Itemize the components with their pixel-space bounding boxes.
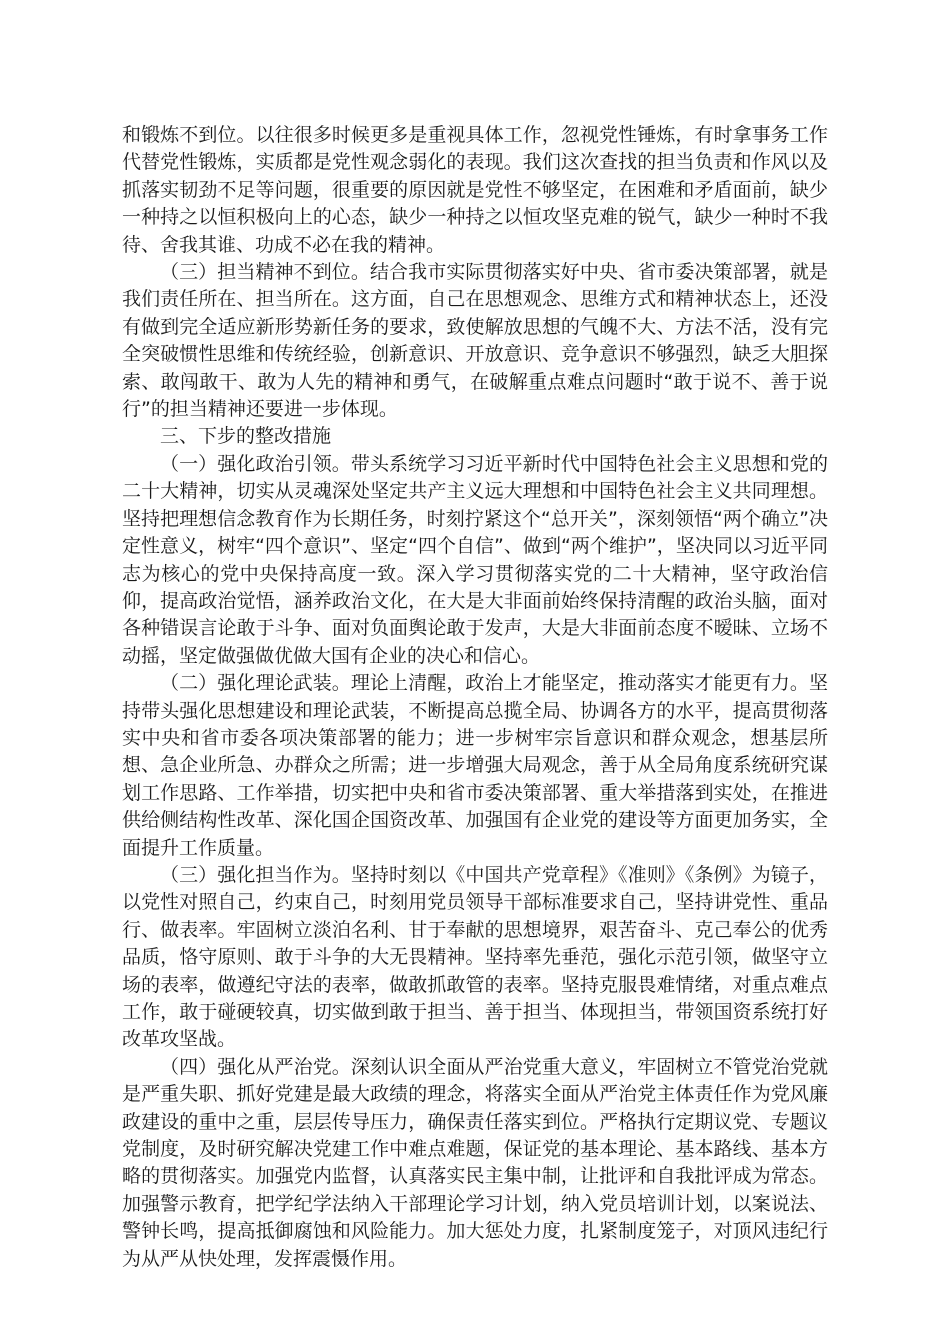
paragraph-continuation: 和锻炼不到位。以往很多时候更多是重视具体工作，忽视党性锤炼，有时拿事务工作代替党性锻炼，实质都是党性观念弱化的表现。我们这次查找的担当负责和作风以及抓落实韧劲不足等问题，很重要的原因就是党性不够坚定，在困难和矛盾面前，缺少一种持之以恒积极向上的心态，缺少一种持之以恒攻坚克难的锐气，缺少一种时不我待、舍我其谁、功成不必在我的精神。	[122, 124, 828, 256]
paragraph-political-guidance: （一）强化政治引领。带头系统学习习近平新时代中国特色社会主义思想和党的二十大精神，切实从灵魂深处坚定共产主义远大理想和中国特色社会主义共同理想。坚持把理想信念教育作为长期任务，时刻拧紧这个“总开关”，深刻领悟“两个确立”决定性意义，树牢“四个意识”、坚定“四个自信”、做到“两个维护”，坚决同以习近平同志为核心的党中央保持高度一致。深入学习贯彻落实党的二十大精神，坚守政治信仰，提高政治觉悟，涵养政治文化，在大是大非面前始终保持清醒的政治头脑，面对各种错误言论敢于斗争、面对负面舆论敢于发声，大是大非面前态度不暧昧、立场不动摇，坚定做强做优做大国有企业的决心和信心。	[122, 452, 828, 667]
section-heading-rectification-measures: 三、下步的整改措施	[160, 425, 332, 448]
document-body	[122, 122, 828, 1273]
paragraph-theoretical-arming: （二）强化理论武装。理论上清醒，政治上才能坚定，推动落实才能更有力。坚持带头强化思想建设和理论武装，不断提高总揽全局、协调各方的水平，提高贯彻落实中央和省市委各项决策部署的能力；进一步树牢宗旨意识和群众观念，想基层所想、急企业所急、办群众之所需；进一步增强大局观念，善于从全局角度系统研究谋划工作思路、工作举措，切实把中央和省市委决策部署、重大举措落到实处，在推进供给侧结构性改革、深化国企国资改革、加强国有企业党的建设等方面更加务实，全面提升工作质量。	[122, 672, 828, 859]
paragraph-responsibility-action: （三）强化担当作为。坚持时刻以《中国共产党章程》《准则》《条例》为镜子，以党性对照自己，约束自己，时刻用党员领导干部标准要求自己，坚持讲党性、重品行、做表率。牢固树立淡泊名利、甘于奉献的思想境界，艰苦奋斗、克己奉公的优秀品质，恪守原则、敢于斗争的大无畏精神。坚持率先垂范，强化示范引领，做坚守立场的表率，做遵纪守法的表率，做敢抓敢管的表率。坚持克服畏难情绪，对重点难点工作，敢于碰硬较真，切实做到敢于担当、善于担当、体现担当，带领国资系统打好改革攻坚战。	[122, 863, 828, 1051]
paragraph-responsibility-spirit: （三）担当精神不到位。结合我市实际贯彻落实好中央、省市委决策部署，就是我们责任所在、担当所在。这方面，自己在思想观念、思维方式和精神状态上，还没有做到完全适应新形势新任务的要求，致使解放思想的气魄不大、方法不活，没有完全突破惯性思维和传统经验，创新意识、开放意识、竞争意识不够强烈，缺乏大胆探索、敢闯敢干、敢为人先的精神和勇气，在破解重点难点问题时“敢于说不、善于说行”的担当精神还要进一步体现。	[122, 261, 828, 421]
paragraph-strict-party-governance: （四）强化从严治党。深刻认识全面从严治党重大意义，牢固树立不管党治党就是严重失职、抓好党建是最大政绩的理念，将落实全面从严治党主体责任作为党风廉政建设的重中之重，层层传导压力，确保责任落实到位。严格执行定期议党、专题议党制度，及时研究解决党建工作中难点难题，保证党的基本理论、基本路线、基本方略的贯彻落实。加强党内监督，认真落实民主集中制，让批评和自我批评成为常态。加强警示教育，把学纪学法纳入干部理论学习计划，纳入党员培训计划，以案说法、警钟长鸣，提高抵御腐蚀和风险能力。加大惩处力度，扎紧制度笼子，对顶风违纪行为从严从快处理，发挥震慑作用。	[122, 1055, 828, 1270]
